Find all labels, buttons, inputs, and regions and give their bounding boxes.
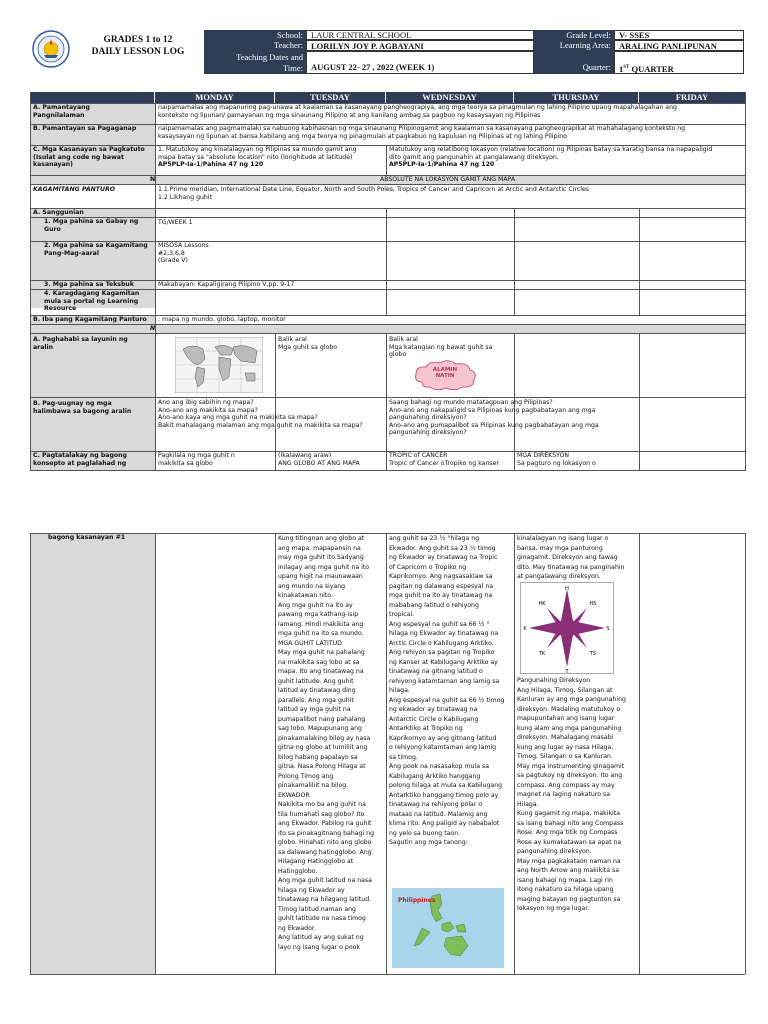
kasanayan-wednesday-text: Matutukoy ang relatibong lokasyon (relative location) ng Pilipinas batay sa karatig bansa na napapaligid dito gamit ang pangunahin at pangalawang direksyon. AP5PLP-Ia-1/Pahina 47 ng 120 bbox=[389, 146, 713, 169]
learning-area-value: ARALING PANLIPUNAN bbox=[614, 40, 744, 51]
world-map-image bbox=[175, 337, 263, 393]
text-line: itong nakaturo sa hilaga upang bbox=[517, 886, 614, 893]
text-line: ang mundo na siyang bbox=[278, 582, 346, 590]
text-line: Kanluran ay ang mga pangunahing bbox=[517, 696, 626, 703]
kagamitang-pang-mag-aaral-text: MISOSA Lessons #2,3,6,8 (Grade V) bbox=[158, 242, 209, 265]
compass-label-nw: HK bbox=[538, 601, 546, 607]
text-line: Polong Timog ang bbox=[278, 772, 334, 780]
day-friday: FRIDAY bbox=[639, 92, 745, 103]
text-line: sa isang bahagi nito ang Compass bbox=[517, 819, 624, 827]
text-line: globo. Hinahati nito ang globo bbox=[278, 839, 372, 846]
text-line: May mga pagkakataon naman na bbox=[517, 857, 621, 865]
text-line: na makikita sag lobo at sa bbox=[278, 658, 360, 666]
day-thursday: THURSDAY bbox=[514, 92, 638, 103]
philippines-map-image bbox=[392, 888, 504, 968]
text-line: rehiyong katamtaman ang lamig sa bbox=[389, 677, 500, 685]
text-line: maging batayan ng pagtunton sa bbox=[517, 895, 621, 903]
text-line: inilagay ang mga guhit na ito bbox=[278, 563, 370, 571]
text-line: gitna. Nasa Polong Hilaga at bbox=[278, 763, 366, 770]
text-line: bilog habang papalayo sa bbox=[278, 753, 358, 761]
text-line: layo ng isang lugar o pook bbox=[278, 943, 360, 951]
text-line: may mga guhit ito.Sadyang bbox=[278, 554, 364, 561]
row-label-pamantayang-pangnilalaman: A. Pamantayang Pangnilalaman bbox=[33, 104, 90, 119]
text-line: ng Ekwador ay tinatawag na Tropic bbox=[389, 554, 498, 561]
title-grades: GRADES 1 to 12 bbox=[103, 35, 173, 45]
text-line: Timog, Silangan o sa Kanluran. bbox=[517, 753, 613, 760]
text-line: Hilaga. bbox=[517, 800, 539, 808]
text-line: MGA GUHIT LATITUD bbox=[278, 639, 342, 647]
text-line: Arctic Circle o Kabilugang Arktiko. bbox=[389, 639, 494, 647]
text-line: pawang mga kathang-isip bbox=[278, 611, 359, 618]
alamin-natin-cloud: ALAMIN NATIN bbox=[412, 358, 478, 392]
text-line: pinakamalaking bilog ay nasa bbox=[278, 734, 371, 742]
text-line: Nakikita mo ba ang guhit na bbox=[278, 801, 366, 808]
text-line: ang mapa, mapapansin na bbox=[278, 544, 361, 552]
text-line: sag lobo. Mapupunang ang bbox=[278, 725, 362, 732]
text-line: Ang espesyal na guhit sa 66 ½ ° bbox=[389, 620, 490, 628]
paghahabi-tuesday-text: Balik aral Mga guhit sa globo bbox=[278, 336, 338, 351]
text-line: Kaprikornyo. Ang nagsasaklaw sa bbox=[389, 573, 493, 580]
text-line: mataas na latitud. Malamig ang bbox=[389, 810, 488, 818]
compass-label-sw: TK bbox=[538, 651, 546, 657]
text-line: mapa. Ito ang tinatawag na bbox=[278, 668, 364, 675]
text-line: lamang. Hindi makikita ang bbox=[278, 620, 364, 628]
text-line: Rose. Ang mga titik ng Compass bbox=[517, 829, 618, 836]
compass-label-e: S bbox=[606, 626, 610, 632]
text-line: Ekwador. Ang guhit sa 23 ½ timog bbox=[389, 544, 496, 552]
text-line: tinatawag na rehiyong polar o bbox=[389, 801, 483, 808]
pag-uugnay-monday-text: Ano ang ibig sabihin ng mapa? Ano-ano ang makikita sa mapa? Ano-ano kaya ang mga guhit na makikita sa mapa? Bakit mahalagang malaman ang mga guhit na makikita sa mapa? bbox=[158, 399, 363, 429]
row-label-pag-uugnay: B. Pag-uugnay ng mga halimbawa sa bagong aralin bbox=[33, 400, 132, 415]
text-line: pangunahing direksyon. bbox=[517, 848, 592, 855]
thursday-pangunahing-direksyon-text bbox=[514, 676, 639, 914]
title-daily-lesson-log: DAILY LESSON LOG bbox=[91, 47, 185, 57]
day-tuesday: TUESDAY bbox=[275, 92, 385, 103]
tuesday-globe-map-text bbox=[275, 534, 386, 952]
pagtatalakay-thursday-text: MGA DIREKSYON Sa pagturo ng lokasyon o bbox=[517, 452, 596, 467]
text-line: EKWADOR bbox=[278, 791, 310, 799]
row-label-gabay-ng-guro: 1. Mga pahina sa Gabay ng Guro bbox=[44, 218, 139, 233]
text-line: Hatingglobo. bbox=[278, 867, 318, 875]
text-line: at pangalawang direksyon. bbox=[517, 573, 601, 580]
text-line: Rose ay kumakatawan sa apat na bbox=[517, 838, 622, 846]
row-label-bagong-kasanayan: bagong kasanayan #1 bbox=[48, 534, 126, 541]
row-label-teksbuk: 3. Mga pahina sa Teksbuk bbox=[44, 281, 134, 288]
text-line: sa pagtukoy ng direksyon. Ito ang bbox=[517, 772, 623, 779]
teacher-label: Teacher: bbox=[204, 40, 306, 51]
text-line: Ang pook na nasasakop mula sa bbox=[389, 763, 490, 770]
text-line: Ang espesyal na guhit sa 66 ½ timog bbox=[389, 696, 505, 704]
text-line: Kung gagamit ng mapa, makikita bbox=[517, 810, 620, 817]
deped-seal-logo bbox=[32, 30, 70, 68]
text-line: dito. May tinatawag na panginahin bbox=[517, 563, 625, 571]
quarter-label: Quarter: bbox=[534, 51, 614, 74]
learning-area-label: Learning Area: bbox=[534, 40, 614, 51]
pagtatalakay-monday-text: Pagkilala ng mga guhit n makikita sa globo bbox=[158, 452, 235, 467]
absolute-location-title: ABSOLUTE NA LOKASYON GAMIT ANG MAPA bbox=[380, 176, 516, 183]
section-n-marker-2: N bbox=[150, 325, 156, 332]
text-line: hilaga ng Ekwador ay bbox=[278, 886, 345, 894]
text-line: ang Ekwador. Pabilog na guhit bbox=[278, 820, 372, 827]
wednesday-tropics-text bbox=[386, 534, 514, 848]
text-line: mga guhit na ito sa mundo. bbox=[278, 630, 364, 637]
text-line: tila humahati sag globo? Ito bbox=[278, 810, 365, 818]
text-line: tinatawag na hilagang latitud. bbox=[278, 896, 372, 903]
text-line: kinakatawan nito. bbox=[278, 592, 333, 599]
text-line: hilaga. bbox=[389, 687, 410, 694]
kagamitang-panturo-text: 1.1 Prime meridian, International Date Line, Equator, North and South Poles, Tropics of Cancer and Capricorn at Arctic and Antarctic Circles 1.2 Likhang guhit bbox=[158, 186, 590, 201]
pagtatalakay-tuesday-text: (Ikalawang araw) ANG GLOBO AT ANG MAPA bbox=[278, 452, 360, 467]
text-line: Ang latitud ay ang sukat ng bbox=[278, 934, 364, 941]
text-line: gitna ng globo at lumiliit ang bbox=[278, 744, 368, 751]
row-label-sanggunian: A. Sanggunian bbox=[33, 209, 84, 216]
row-label-paghahabi: A. Paghahabi sa layunin ng aralin bbox=[33, 336, 128, 351]
text-line: mga guhit na ito ay tinatawag na bbox=[389, 592, 493, 599]
text-line: kung ang lugar ay nasa Hilaga, bbox=[517, 743, 614, 751]
text-line: direksyon. Mahalagang masabi bbox=[517, 734, 614, 741]
gabay-ng-guro-text: TG/WEEK 1 bbox=[158, 219, 193, 226]
row-label-kasanayan-sa-pagkatuto: C. Mga Kasanayan sa Pagkatuto (Isulat ang code ng bawat kasanayan) bbox=[33, 146, 145, 169]
text-line: isang bahagi ng mapa. Lagi rin bbox=[517, 876, 613, 884]
pagtatalakay-wednesday-text: TROPIC of CANCER Tropic of Cancer oTropiko ng kanser bbox=[389, 452, 499, 467]
row-label-pamantayan-sa-pagaganap: B. Pamantayan sa Pagaganap bbox=[33, 125, 137, 132]
text-line: o rehiyong katamtaman ang lamig bbox=[389, 744, 497, 751]
pag-uugnay-wednesday-text: Saang bahagi ng mundo matatagpuan ang Pilipinas? Ano-ano ang nakapaligid sa Pilipinas kung pagbabatayan ang mga pangunahing direksiyon? Ano-ano ang pumapalibot sa Pilipinas kung pagbabatayan ang mga pangunahing direksiyon? bbox=[389, 399, 599, 437]
text-line: sa timog. bbox=[389, 753, 418, 761]
text-line: Kaprikornyo ay ang gitnang latitud bbox=[389, 734, 497, 742]
text-line: Pangunahing Direksyon bbox=[517, 677, 591, 684]
section-n-marker: N bbox=[150, 176, 156, 183]
compass-label-se: TS bbox=[589, 651, 597, 657]
text-line: direksyon. Madaling matutukoy o bbox=[517, 705, 621, 713]
text-line: bansa, may mga panturong bbox=[517, 544, 603, 552]
text-line: May mga instrumenting ginagamit bbox=[517, 762, 625, 770]
row-label-kagamitang-panturo: KAGAMITANG PANTURO bbox=[33, 186, 116, 193]
text-line: latitud ay mga guhit na bbox=[278, 706, 351, 713]
text-line: Hilagang Hatingglobo at bbox=[278, 858, 354, 865]
pamantayang-pangnilalaman-text: naipamamalas ang mapanuring pag-unawa at kaalaman sa kasanayang pangheograpiya, ang mga teorya sa pinagmulan ng lahing Pilipino upang mapahalagahan ang konteksto ng lipunan/ pamayanan ng mga sinaunang Pilipino at ang kanilang ambag sa pagbuo ng kasaysayan ng Pilipinas bbox=[158, 104, 677, 119]
compass-label-ne: HS bbox=[589, 601, 597, 607]
text-line: Ang rehiyon sa pagitan ng Tropiko bbox=[389, 649, 495, 656]
text-line: Antarktiko hanggang timog polo ay bbox=[389, 791, 499, 799]
text-line: sa dalawang hatingglobo. Ang bbox=[278, 848, 372, 856]
grade-level-value: V- SSES bbox=[614, 30, 744, 40]
grade-level-label: Grade Level: bbox=[534, 30, 614, 40]
text-line: Kung titingnan ang globo at bbox=[278, 535, 365, 542]
text-line: Timog latitud naman ang bbox=[278, 905, 356, 913]
compass-label-w: K bbox=[523, 626, 527, 632]
philippines-map-label: Philippines bbox=[398, 897, 436, 904]
text-line: Ang mga guhit na ito ay bbox=[278, 601, 353, 609]
text-line: kinalalagyan ng isang lugar o bbox=[517, 535, 609, 542]
text-line: guhit latitude. Ang guhit bbox=[278, 677, 354, 685]
text-line: May mga guhit na pahalang bbox=[278, 649, 365, 656]
text-line: Ang Hilaga, Timog, Silangan at bbox=[517, 686, 613, 694]
row-label-karagdagang-kagamitan: 4. Karagdagang Kagamitan mula sa portal ng Learning Resource bbox=[44, 290, 140, 313]
kasanayan-monday-text: 1. Matutukoy ang kinalalagyan ng Pilipinas sa mundo gamit ang mapa batay sa "absolute location" nito (longhitude at latitude) AP5PLP-Ia-1/Pahina 47 ng 120 bbox=[158, 146, 357, 169]
row-label-pagtatalakay: C. Pagtatalakay ng bagong konsepto at paglalahad ng bbox=[33, 452, 127, 467]
text-line: Antarktiko at Tropiko ng bbox=[389, 725, 463, 732]
text-line: Ang mga guhit latitud na nasa bbox=[278, 877, 372, 884]
school-value: LAUR CENTRAL SCHOOL bbox=[306, 30, 534, 40]
text-line: guhit latitude na nasa timog bbox=[278, 915, 366, 922]
text-line: ito sa pinakagitnang bahagi ng bbox=[278, 829, 375, 837]
day-wednesday: WEDNESDAY bbox=[386, 92, 513, 103]
text-line: pagitan ng dalawang espesyal na bbox=[389, 582, 494, 590]
text-line: Kabilugang Arktiko hanggang bbox=[389, 772, 481, 780]
text-line: hilaga ng Ekwador ay tinatawag na bbox=[389, 630, 499, 637]
text-line: Sagutin ang mga tanong: bbox=[389, 839, 468, 846]
school-label: School: bbox=[204, 30, 306, 40]
row-label-iba-pang-kagamitan: B. Iba pang Kagamitang Panturo bbox=[33, 316, 147, 323]
text-line: ng Ekwador. bbox=[278, 924, 316, 932]
text-line: ng Kanser at Kabilugang Arktiko ay bbox=[389, 658, 498, 666]
teacher-value: LORILYN JOY P. AGBAYANI bbox=[306, 40, 534, 51]
text-line: kung alam ang mga pangunahing bbox=[517, 724, 622, 732]
quarter-value: 1ST QUARTER bbox=[614, 51, 744, 74]
compass-rose-icon bbox=[520, 582, 614, 674]
teksbuk-text: Makabayan: Kapaligirang Pilipino V,pp. 9-17 bbox=[158, 281, 295, 288]
thursday-direksyon-intro-text bbox=[514, 534, 639, 582]
text-line: latitud ay tinatawag ding bbox=[278, 687, 356, 694]
dates-value: AUGUST 22- 27 , 2022 (WEEK 1) bbox=[306, 51, 534, 74]
text-line: ginagamit. Direksyon ang tawag bbox=[517, 554, 618, 561]
text-line: Antarctic Circle o Kabilugang bbox=[389, 715, 479, 723]
text-line: klima rito. Ang paligid ay nababalot bbox=[389, 820, 500, 827]
text-line: ang guhit sa 23 ½ °hilaga ng bbox=[389, 535, 480, 542]
paghahabi-wednesday-text: Balik aral Mga katangian ng bawat guhit sa globo bbox=[389, 336, 493, 359]
compass-label-n: H bbox=[565, 586, 569, 592]
text-line: pinakamaliliit na bilog. bbox=[278, 782, 349, 789]
text-line: of Capricorn o Tropiko ng bbox=[389, 563, 467, 571]
text-line: polong hilaga at mula sa Kabilugang bbox=[389, 782, 503, 789]
text-line: pumapalibot nang pahalang bbox=[278, 715, 366, 723]
text-line: ang North Arrow ang makikita sa bbox=[517, 867, 619, 874]
text-line: mababang latitud o rehiyong bbox=[389, 601, 479, 609]
iba-pang-kagamitan-text: : mapa ng mundo, globo, laptop, monitor bbox=[158, 316, 286, 323]
text-line: mapupuntahan ang isang lugar bbox=[517, 715, 615, 722]
text-line: magnet na laging nakaturo sa bbox=[517, 791, 611, 798]
row-label-kagamitang-pang-mag-aaral: 2. Mga pahina sa Kagamitang Pang-Mag-aaral bbox=[44, 242, 148, 257]
text-line: tinatawag na gitnang latitud o bbox=[389, 668, 483, 675]
text-line: ng yelo sa buong taon. bbox=[389, 829, 461, 837]
compass-label-s: T bbox=[565, 669, 569, 673]
pamantayan-sa-pagaganap-text: naipamamalas ang pagmamalaki sa nabuong kabihasnan ng mga sinaunang Pilipinogamit ang kaalaman sa kasanayang pangheograpikal at mahahalagang konteksto ng kasaysayan ng lipunan at bansa kabilang ang mga teorya ng pinagmulan at pagkabuo ng kapuluan ng Pilipinas at ng lahing Pilipino bbox=[158, 125, 686, 140]
text-line: parallels. Ang mga guhit bbox=[278, 696, 354, 704]
day-monday: MONDAY bbox=[155, 92, 274, 103]
text-line: upang higit na maunawaan bbox=[278, 573, 363, 580]
dates-label: Teaching Dates and Time: bbox=[204, 51, 306, 74]
text-line: tropical. bbox=[389, 611, 415, 618]
text-line: lokasyon ng mga lugar. bbox=[517, 905, 590, 912]
text-line: compass. Ang compass ay may bbox=[517, 781, 615, 789]
text-line: ng ekwador ay tinatawag na bbox=[389, 706, 478, 713]
